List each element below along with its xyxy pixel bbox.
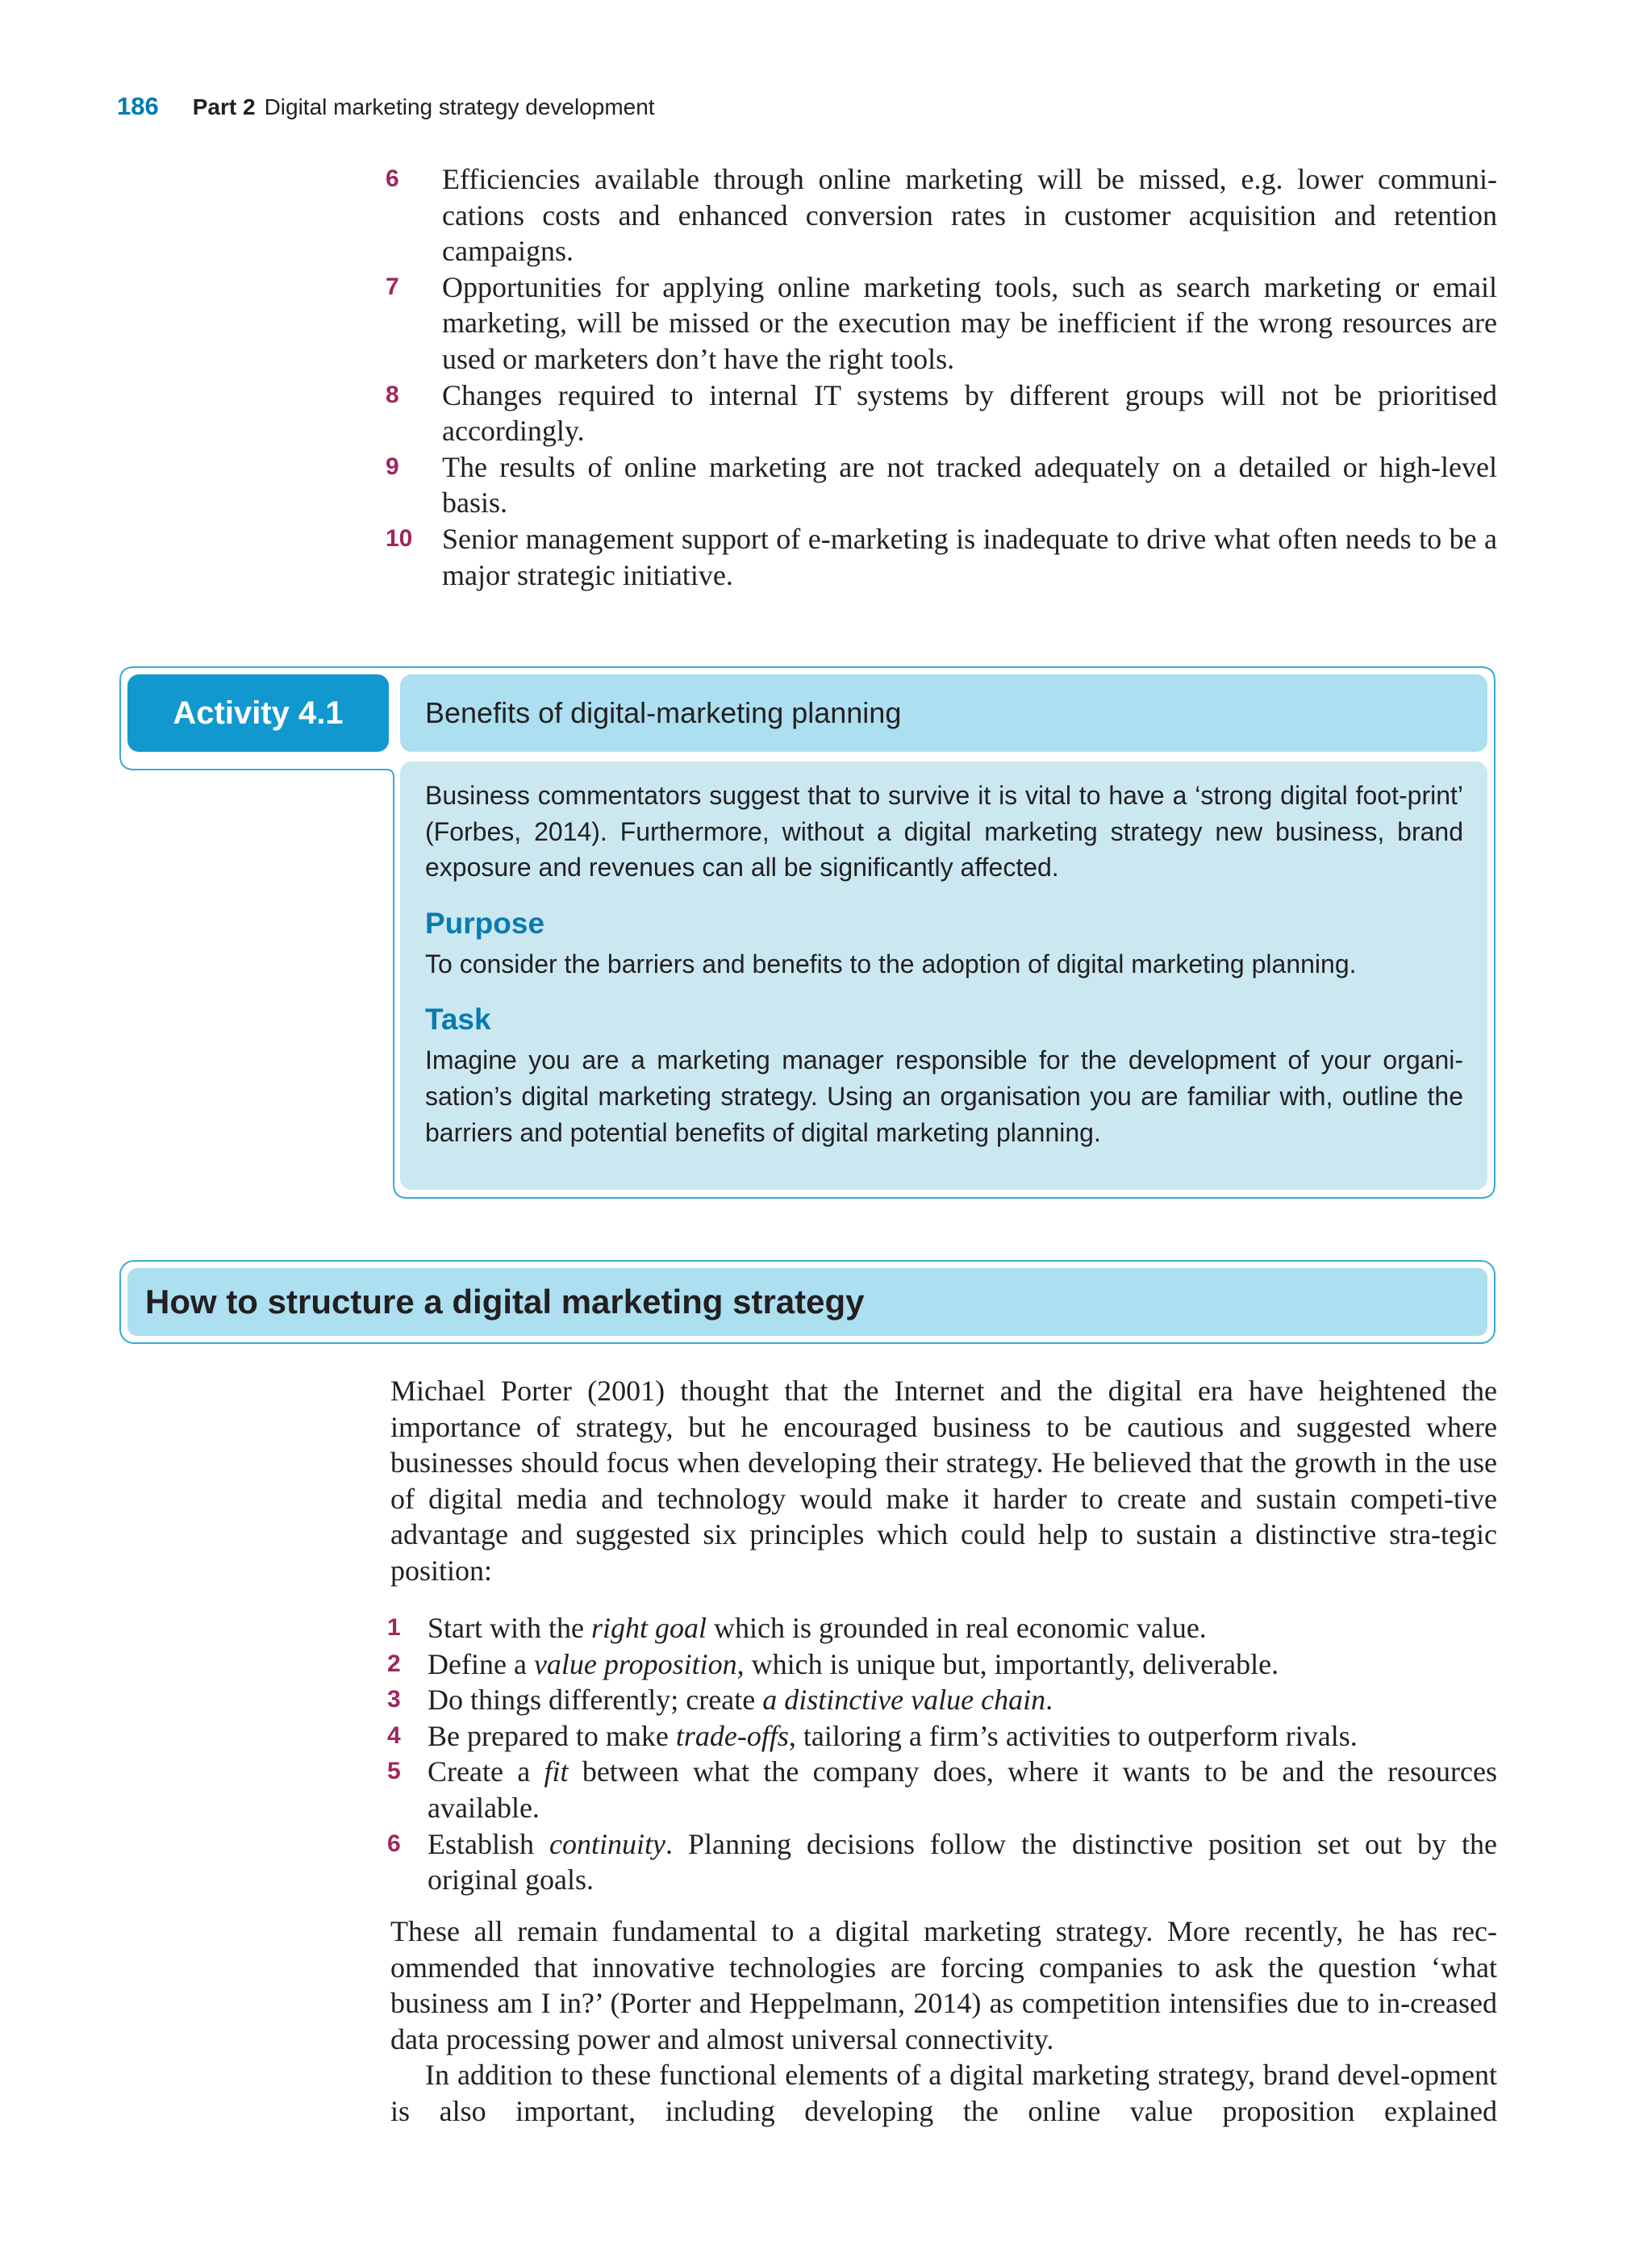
list-number: 6 bbox=[387, 1830, 401, 1857]
purpose-text: To consider the barriers and benefits to the adoption of digital marketing planning. bbox=[425, 949, 1357, 979]
principle-text: , tailoring a firm’s activities to outperform rivals. bbox=[788, 1719, 1358, 1752]
list-number: 4 bbox=[387, 1721, 401, 1749]
list-item bbox=[386, 449, 1497, 521]
task-heading: Task bbox=[425, 1003, 491, 1037]
principle-emphasis: a distinctive value chain bbox=[762, 1684, 1046, 1717]
list-item-text: Senior management support of e-marketing is inadequate to drive what often needs to be a major strategic initiative. bbox=[442, 522, 1497, 591]
activity-title: Benefits of digital-marketing planning bbox=[400, 674, 1487, 752]
part-label: Part 2 bbox=[192, 94, 256, 119]
principle-emphasis: trade-offs bbox=[675, 1719, 789, 1752]
principle-emphasis: right goal bbox=[590, 1612, 707, 1644]
list-item bbox=[387, 1610, 1497, 1646]
list-item bbox=[387, 1754, 1497, 1826]
principle-text: . Planning decisions follow the distinctive position set out by the original goals. bbox=[428, 1827, 1498, 1897]
list-number: 7 bbox=[386, 273, 399, 300]
list-item bbox=[386, 378, 1497, 449]
body-paragraph: In addition to these functional elements of a digital marketing strategy, brand devel-opment is also important, including developing the online value proposition explained bbox=[390, 2059, 1497, 2127]
principle-text: Be prepared to make bbox=[428, 1719, 676, 1752]
principle-text: Establish bbox=[428, 1827, 550, 1860]
list-item bbox=[386, 161, 1497, 269]
body-paragraph: These all remain fundamental to a digital marketing strategy. More recently, he has rec-ommended that innovative technologies are forcing companies to ask the question ‘what business am I in?’ (Porter and Heppelmann, 2014) as competition intensifies due to in-creased data processing power and almost universal connectivity. bbox=[390, 1915, 1497, 2055]
activity-tag: Activity 4.1 bbox=[127, 674, 389, 752]
list-item-text: The results of online marketing are not tracked adequately on a detailed or high-level basis. bbox=[442, 450, 1497, 520]
principle-emphasis: fit bbox=[544, 1755, 569, 1788]
list-number: 5 bbox=[387, 1758, 401, 1785]
list-item bbox=[387, 1682, 1497, 1718]
principle-text: , which is unique but, importantly, deliverable. bbox=[736, 1647, 1279, 1680]
list-number: 3 bbox=[387, 1686, 401, 1713]
list-item-text: Changes required to internal IT systems by different groups will not be prioritised accordingly. bbox=[442, 378, 1497, 448]
principle-text: Do things differently; create bbox=[428, 1684, 763, 1717]
activity-body bbox=[400, 762, 1487, 1190]
body-paragraph: Michael Porter (2001) thought that the Internet and the digital era have heightened the importance of strategy, but he encouraged business to be cautious and suggested where businesses should focus when developing their strategy. He believed that the growth in the use of digital media and technology would make it harder to create and sustain competi-tive advantage and suggested six principles which could help to sustain a distinctive stra-tegic position: bbox=[390, 1375, 1497, 1587]
list-item bbox=[386, 521, 1497, 593]
part-title: Digital marketing strategy development bbox=[264, 94, 655, 119]
task-text: Imagine you are a marketing manager responsible for the development of your organi-sation’s digital marketing strategy. Using an organisation you are familiar with, outline the barriers and potential benefits of digital marketing planning. bbox=[425, 1045, 1463, 1147]
list-item bbox=[386, 269, 1497, 378]
section-heading: How to structure a digital marketing strategy bbox=[127, 1268, 1487, 1336]
principle-text: which is grounded in real economic value. bbox=[707, 1612, 1207, 1644]
list-number: 1 bbox=[387, 1614, 401, 1641]
list-item bbox=[387, 1718, 1497, 1755]
purpose-heading: Purpose bbox=[425, 906, 545, 940]
barriers-list bbox=[386, 161, 1497, 593]
principle-text: . bbox=[1045, 1684, 1053, 1717]
list-number: 9 bbox=[386, 453, 399, 480]
list-item-text: Opportunities for applying online marketing tools, such as search marketing or email marketing, will be missed or the execution may be inefficient if the wrong resources are used or marketers don’t have the right tools. bbox=[442, 270, 1497, 375]
principle-emphasis: continuity bbox=[549, 1827, 665, 1860]
principles-list bbox=[387, 1610, 1498, 1898]
principle-text: Define a bbox=[428, 1647, 534, 1680]
list-number: 2 bbox=[387, 1650, 401, 1677]
list-item bbox=[387, 1646, 1497, 1683]
running-header bbox=[117, 92, 655, 132]
list-item-text: Efficiencies available through online marketing will be missed, e.g. lower communi-cations costs and enhanced conversion rates in customer acquisition and retention campaigns. bbox=[442, 163, 1497, 268]
activity-intro: Business commentators suggest that to survive it is vital to have a ‘strong digital foot-print’ (Forbes, 2014). Furthermore, without a digital marketing strategy new business, brand exposure and revenues can all be significantly affected. bbox=[425, 781, 1463, 883]
principle-text: between what the company does, where it wants to be and the resources available. bbox=[428, 1755, 1497, 1824]
page-number: 186 bbox=[117, 92, 159, 120]
principle-text: Start with the bbox=[428, 1612, 591, 1644]
list-number: 10 bbox=[386, 524, 413, 552]
principle-text: Create a bbox=[428, 1755, 544, 1788]
list-item bbox=[387, 1826, 1498, 1898]
list-number: 6 bbox=[386, 165, 399, 192]
principle-emphasis: value proposition bbox=[533, 1647, 737, 1680]
list-number: 8 bbox=[386, 381, 399, 408]
